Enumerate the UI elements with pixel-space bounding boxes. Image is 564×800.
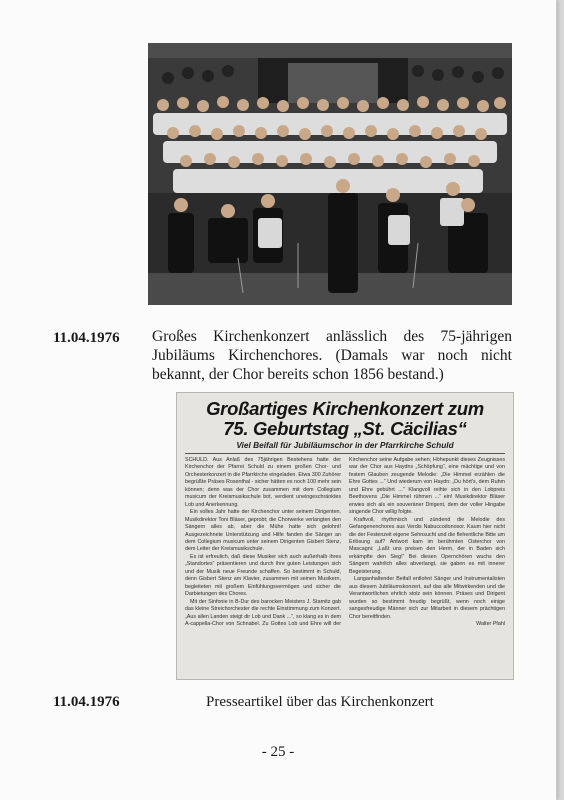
article-body — [185, 457, 505, 628]
article-headline — [185, 399, 505, 439]
entry-description-press: Presseartikel über das Kirchenkonzert — [206, 694, 434, 710]
choir-photo-illustration — [148, 43, 512, 305]
page-number: - 25 - — [261, 744, 295, 760]
article-paragraph: Es ist erfreulich, daß diese Musiker sich auch außerhalb ihres „Standortes“ präsentieren und durch ihre guten Leistungen sich und der Musik neue Freunde schaffen. So bestimmt in Schuld, denn Gisbert Stenz am Klavier, zusammen mit seinen Musikern, begleiteten mit großem Einfühlungsvermögen und sicher die Darbietungen des Chores. — [185, 553, 341, 598]
article-paragraph: Mit der Sinfonie in B-Dur des barocken Meisters J. Stamitz gab das kleine Streichorchester die rechte Einstimmung zum Konzert. „Aus allen Landen steigt dir Lob und Dank ...“, so klang es in dem A-cappella-Chor von Schnabel. Zu Gottes Lob und Ehre will der Kirchenchor seine Aufgabe sehen; Höhepunkt dieses Zeugnisses war der Chor aus Haydns „Schöpfung“, eine mächtige und von festem Glauben zeugende Melodie: „Die Himmel erzählen die Ehre Gottes ...“ Und wiederum von Haydn: „Du hört's, dem Ruhm und Ehre gebührt ...“ Klangvoll reihte sich in den Lobpreis Beethovens „Die Himmel rühmen ...“ ein! Musikdirektor Bläser erwies sich als ein souveräner Dirigent, dem der voller Hingabe singende Chor willig folgte. — [185, 457, 505, 627]
article-author: Walter Pfahl — [476, 620, 505, 627]
entry-description-concert: Großes Kirchenkonzert anlässlich des 75-jährigen Jubiläums Kirchenchores. (Damals war noch nicht bekannt, der Chor bereits schon 1856 bestand.) — [152, 328, 512, 383]
choir-concert-photo — [148, 43, 512, 305]
article-paragraph: Langanhaltender Beifall entlohnt Sänger und Instrumentalisten aus diesem Jubiläumskonzert, auf das alle Mitwirkenden und die Verantwortlichen ehrlich stolz sein können. Präses und Dirigent wurden so bestimmt freudig begrüßt, wenn noch einige sangesfreudige Männer sich zur Mitarbeit in diesem prächtigen Chor bereitfinden. — [349, 576, 505, 620]
newspaper-clipping — [176, 392, 514, 680]
article-headline-line-2: 75. Geburtstag „St. Cäcilias“ — [223, 418, 467, 439]
entry-date-press: 11.04.1976 — [53, 694, 120, 710]
article-paragraph: SCHULD. Aus Anlaß des 75jährigen Bestehens hatte der Kirchenchor der Pfarrei Schuld zu einem großen Chor- und Orchesterkonzert in die Pfarrkirche eingeladen. Etwa 300 Zuhörer begrüßte Präses Rosenthal - sicher hätten es noch 100 mehr sein können; denn was der Chor zusammen mit dem Collegium musicum der Kreismusikschule bot, verdient uneingeschränktes Lob und Anerkennung. — [185, 457, 341, 508]
article-divider — [185, 453, 505, 454]
article-subheadline: Viel Beifall für Jubiläumschor in der Pfarrkirche Schuld — [236, 440, 454, 450]
article-paragraph: Kraftvoll, rhythmisch und zündend die Melodie des Gefangenenchores aus Verdis Nabuccodonosor. Kaum hier nicht die der Festenzeit eigene Sehnsucht und die flehentliche Bitte um Erlösung auf? Antwort kam im berühmten Osterchor von Mascagni: „Laßt uns preisen den Herrn, der in Baden sich erkämpfte den Sieg!“ Bei diesen Opernchören wuchs den Sängern wahrlich alles abverlangt, sie gaben es mit innerer Begeisterung. — [349, 516, 505, 575]
article-headline-line-1: Großartiges Kirchenkonzert zum — [206, 398, 484, 419]
article-paragraph: Ein volles Jahr hatte der Kirchenchor unter seinem Dirigenten, Musikdirektor Toni Bläser, geprobt; die Chorwerke verlangten den Sängern alles ab, aber die Mühe hatte sich gelohnt! Ausgezeichnete Unterstützung und Hilfe fanden die Sänger an dem Collegium musicum unter seinem Dirigenten Gisbert Stenz, dem Leiter der Kreismusikschule. — [185, 509, 341, 553]
entry-date-concert: 11.04.1976 — [53, 330, 120, 346]
